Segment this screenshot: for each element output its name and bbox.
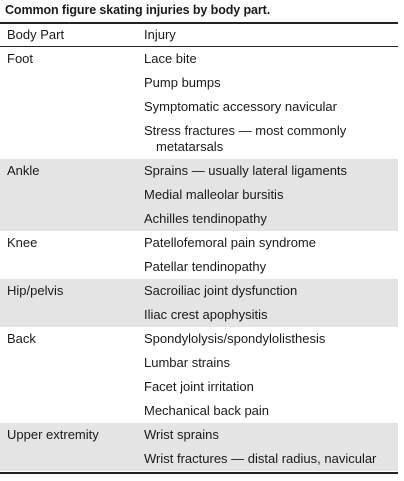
group-knee bbox=[0, 231, 398, 279]
injury-cell: Wrist sprains bbox=[144, 427, 219, 442]
injury-cell: Symptomatic accessory navicular bbox=[144, 99, 337, 114]
body-part-cell: Foot bbox=[7, 51, 34, 66]
injury-cell: Lace bite bbox=[144, 51, 197, 66]
injury-cell: Pump bumps bbox=[144, 75, 221, 90]
header-body-part: Body Part bbox=[7, 27, 65, 42]
table-bottom-rule bbox=[0, 472, 398, 474]
group-back bbox=[0, 327, 398, 423]
injury-cell: Sprains — usually lateral ligaments bbox=[144, 163, 348, 178]
injury-text-line: Stress fractures — most commonly bbox=[144, 123, 347, 138]
body-part-cell: Ankle bbox=[7, 163, 40, 178]
body-part-cell: Back bbox=[7, 331, 36, 346]
table-header-row bbox=[0, 24, 398, 46]
body-part-cell: Upper extremity bbox=[7, 427, 99, 442]
injury-text-continuation: metatarsals bbox=[156, 139, 224, 154]
injury-cell: Lumbar strains bbox=[144, 355, 230, 370]
group-foot bbox=[0, 47, 398, 159]
group-upper-extremity bbox=[0, 423, 398, 471]
table-body bbox=[0, 47, 398, 471]
injury-cell-wrapped bbox=[144, 119, 394, 159]
table-caption: Common figure skating injuries by body part. bbox=[5, 3, 271, 17]
injury-cell: Spondylolysis/spondylolisthesis bbox=[144, 331, 326, 346]
header-injury: Injury bbox=[144, 27, 176, 42]
injury-cell: Wrist fractures — distal radius, navicular bbox=[144, 451, 377, 466]
injury-cell: Iliac crest apophysitis bbox=[144, 307, 268, 322]
group-hip-pelvis bbox=[0, 279, 398, 327]
injury-cell: Patellofemoral pain syndrome bbox=[144, 235, 316, 250]
body-part-cell: Hip/pelvis bbox=[7, 283, 64, 298]
injury-cell: Facet joint irritation bbox=[144, 379, 254, 394]
body-part-cell: Knee bbox=[7, 235, 38, 250]
injury-cell: Achilles tendinopathy bbox=[144, 211, 267, 226]
injury-cell: Medial malleolar bursitis bbox=[144, 187, 284, 202]
group-ankle bbox=[0, 159, 398, 231]
injury-cell: Patellar tendinopathy bbox=[144, 259, 267, 274]
injury-cell: Sacroiliac joint dysfunction bbox=[144, 283, 298, 298]
injury-cell: Mechanical back pain bbox=[144, 403, 270, 418]
